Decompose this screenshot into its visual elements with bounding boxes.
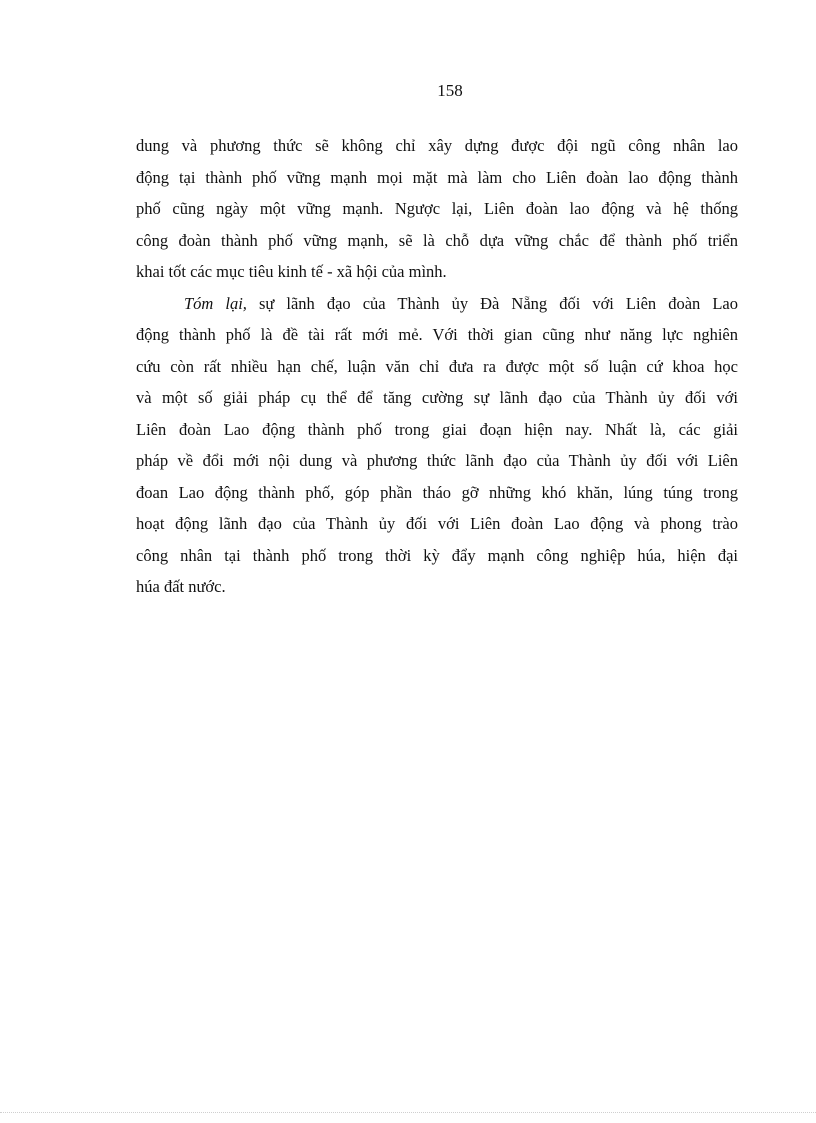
text-line: động tại thành phố vững mạnh mọi mặt mà làm cho Liên đoàn lao động thành [136, 167, 738, 187]
text-line: động thành phố là đề tài rất mới mẻ. Với thời gian cũng như năng lực nghiên [136, 325, 738, 344]
page-number: 158 [437, 81, 463, 100]
text-line: dung và phương thức sẽ không chỉ xây dựng được đội ngũ công nhân lao [136, 136, 738, 155]
text-line: Liên đoàn Lao động thành phố trong giai đoạn hiện nay. Nhất là, các giải [136, 419, 738, 439]
text-line: và một số giải pháp cụ thể để tăng cường sự lãnh đạo của Thành ủy đối với [136, 388, 738, 407]
paragraph-1 [136, 130, 738, 288]
text-line: khai tốt các mục tiêu kinh tế - xã hội của mình. [136, 262, 447, 281]
body-text [136, 130, 738, 603]
text-line-first [136, 288, 738, 320]
text-line: húa đất nước. [136, 577, 226, 596]
text-line: phố cũng ngày một vững mạnh. Ngược lại, Liên đoàn lao động và hệ thống [136, 199, 738, 218]
paragraph-2 [136, 288, 738, 603]
text-line: hoạt động lãnh đạo của Thành ủy đối với Liên đoàn Lao động và phong trào [136, 514, 738, 533]
text-line: công đoàn thành phố vững mạnh, sẽ là chỗ dựa vững chắc để thành phố triển [136, 230, 738, 250]
text-line: pháp về đổi mới nội dung và phương thức lãnh đạo của Thành ủy đối với Liên [136, 451, 738, 470]
text-line: công nhân tại thành phố trong thời kỳ đẩy mạnh công nghiệp húa, hiện đại [136, 545, 738, 565]
text-line: đoan Lao động thành phố, góp phần tháo gỡ những khó khăn, lúng túng trong [136, 482, 738, 502]
page-bottom-divider [0, 1112, 816, 1113]
first-line-rest: sự lãnh đạo của Thành ủy Đà Nẵng đối với Liên đoàn Lao [246, 293, 738, 313]
lead-italic-phrase: Tóm lại, [184, 293, 247, 313]
text-line: cứu còn rất nhiều hạn chế, luận văn chỉ đưa ra được một số luận cứ khoa học [136, 356, 738, 376]
